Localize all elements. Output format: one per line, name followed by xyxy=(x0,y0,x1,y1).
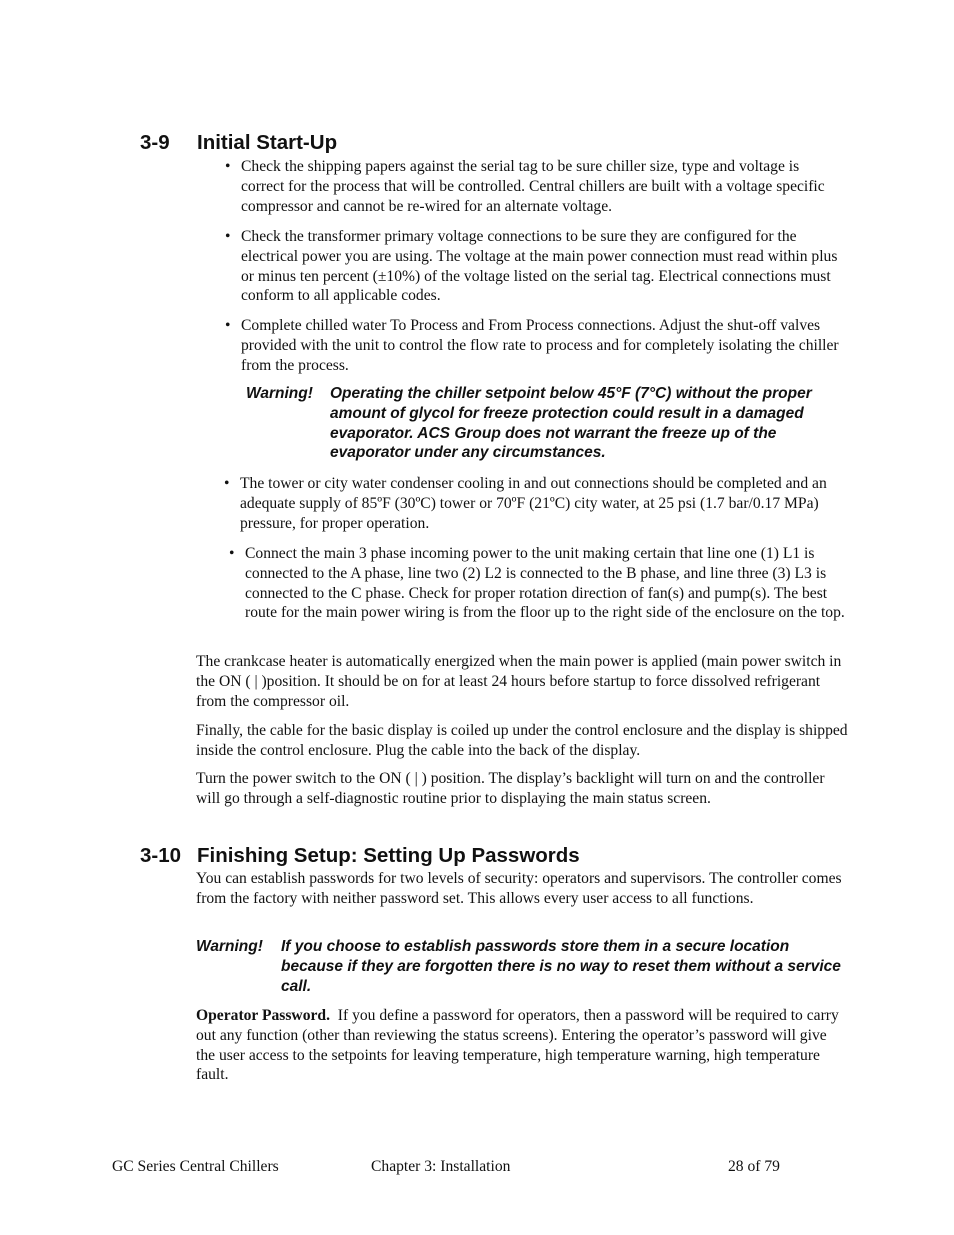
list-item-text: Check the transformer primary voltage connections to be sure they are configured for the electrical power you are using. The voltage at the main power connection must read within plus or minus ten percent (±10%) of the voltage listed on the serial tag. Electrical connections must conform to all applicable codes. xyxy=(241,228,838,305)
warning-text: Operating the chiller setpoint below 45°F (7°C) without the proper amount of glycol for freeze protection could result in a damaged evaporator. ACS Group does not warrant the freeze up of the evaporator under any circumstances. xyxy=(330,385,812,462)
list-item xyxy=(229,544,845,623)
list-item xyxy=(225,227,847,306)
warning-label: Warning! xyxy=(196,938,263,955)
list-item xyxy=(225,316,845,375)
section-title: Finishing Setup: Setting Up Passwords xyxy=(197,844,580,867)
section-heading-3-10 xyxy=(140,844,580,868)
footer-center: Chapter 3: Installation xyxy=(371,1158,511,1175)
paragraph: Finally, the cable for the basic display is coiled up under the control enclosure and the display is shipped inside the control enclosure. Plug the cable into the back of the display. xyxy=(196,722,848,759)
paragraph: Turn the power switch to the ON ( | ) position. The display’s backlight will turn on and the controller will go through a self-diagnostic routine prior to displaying the main status screen. xyxy=(196,770,825,807)
warning-block xyxy=(246,384,846,466)
page-number: 28 of 79 xyxy=(728,1158,780,1175)
bullet-icon: • xyxy=(225,228,231,245)
operator-password-label: Operator Password. xyxy=(196,1007,330,1024)
paragraph xyxy=(196,1006,848,1085)
section-title: Initial Start-Up xyxy=(197,131,338,154)
bullet-icon: • xyxy=(224,475,230,492)
bullet-icon: • xyxy=(229,545,235,562)
list-item-text: Check the shipping papers against the serial tag to be sure chiller size, type and voltage is correct for the process that will be controlled. Central chillers are built with a voltage specific compressor and cannot be re-wired for an alternate voltage. xyxy=(241,158,825,215)
list-item-text: The tower or city water condenser cooling in and out connections should be completed and an adequate supply of 85ºF (30ºC) tower or 70ºF (21ºC) city water, at 25 psi (1.7 bar/0.17 MPa) pressure, for proper operation. xyxy=(240,475,827,532)
section-heading-3-9 xyxy=(140,131,337,155)
list-item-text: Complete chilled water To Process and From Process connections. Adjust the shut-off valves provided with the unit to control the flow rate to process and for completely isolating the chiller from the process. xyxy=(241,317,839,374)
warning-text: If you choose to establish passwords store them in a secure location because if they are forgotten there is no way to reset them without a service call. xyxy=(281,938,841,995)
bullet-icon: • xyxy=(225,317,231,334)
list-item xyxy=(225,157,845,216)
footer-left: GC Series Central Chillers xyxy=(112,1158,279,1175)
list-item xyxy=(224,474,846,533)
bullet-icon: • xyxy=(225,158,231,175)
warning-block xyxy=(196,937,846,999)
warning-label: Warning! xyxy=(246,385,313,402)
paragraph: The crankcase heater is automatically energized when the main power is applied (main power switch in the ON ( | )position. It should be on for at least 24 hours before startup to force dissolved refrigerant from the compressor oil. xyxy=(196,653,842,710)
paragraph: You can establish passwords for two levels of security: operators and supervisors. The controller comes from the factory with neither password set. This allows every user access to all functions. xyxy=(196,870,842,907)
operator-password-text: If you define a password for operators, then a password will be required to carry out any function (other than reviewing the status screens). Entering the operator’s password will give the user access to the setpoints for leaving temperature, high temperature warning, high temperature fault. xyxy=(196,1007,839,1084)
section-number: 3-9 xyxy=(140,131,170,154)
section-number: 3-10 xyxy=(140,844,182,867)
list-item-text: Connect the main 3 phase incoming power to the unit making certain that line one (1) L1 is connected to the A phase, line two (2) L2 is connected to the B phase, and line three (3) L3 is connected to the C phase. Check for proper rotation direction of fan(s) and pump(s). The best route for the main power wiring is from the floor up to the right side of the enclosure on the top. xyxy=(245,545,845,622)
